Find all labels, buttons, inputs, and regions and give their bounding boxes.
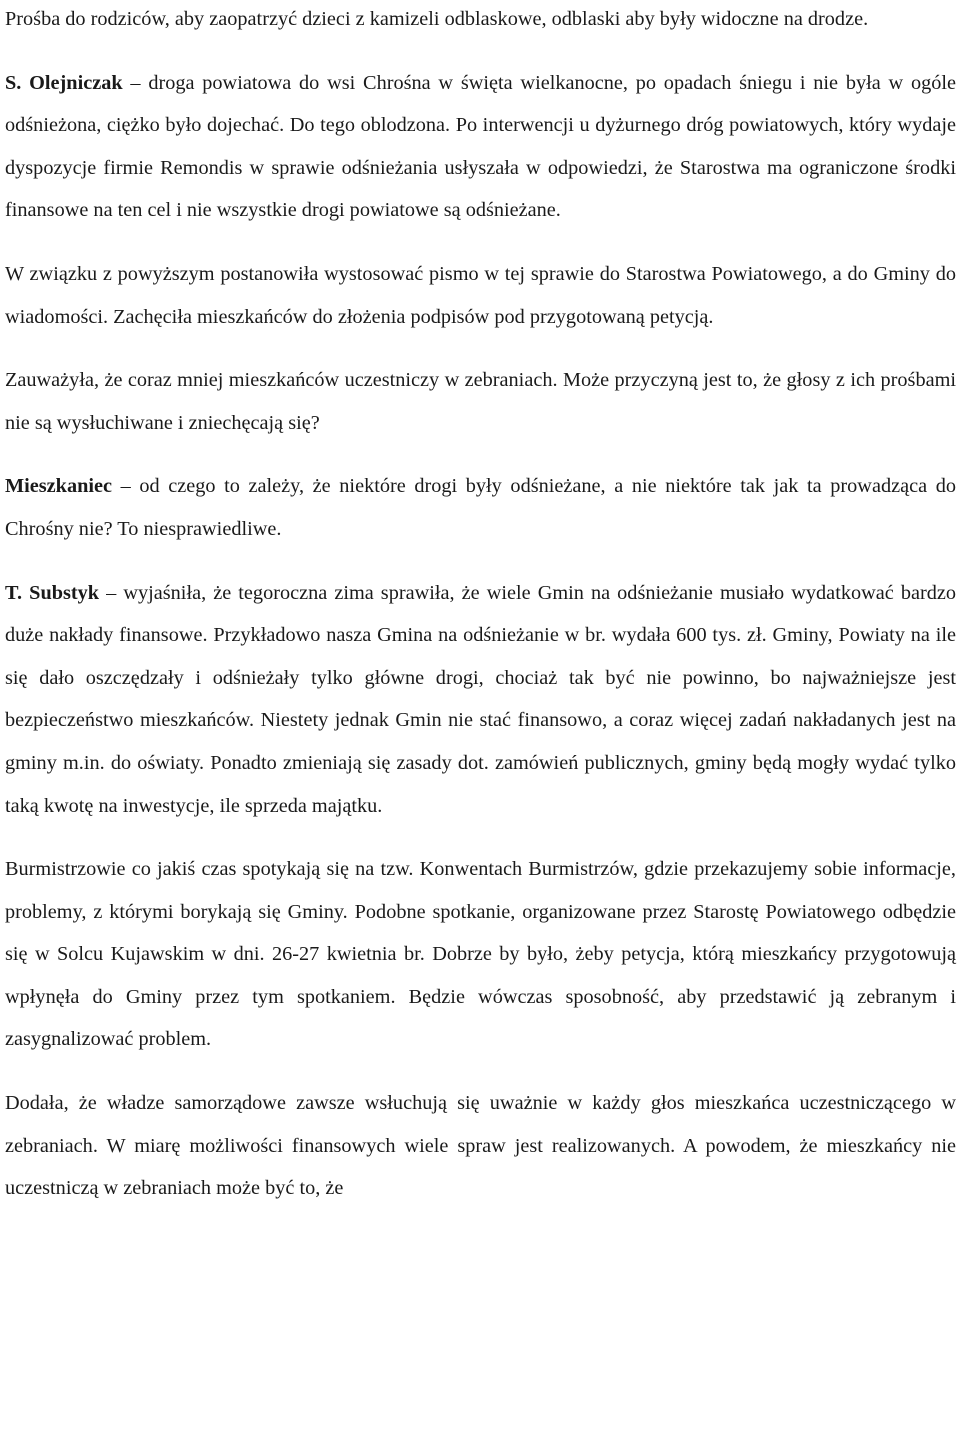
paragraph-olejniczak [5,62,956,232]
paragraph-text: Dodała, że władze samorządowe zawsze wsłuchują się uważnie w każdy głos mieszkańca uczestniczącego w zebraniach. W miarę możliwości finansowych wiele spraw jest realizowanych. A powodem, że mieszkańcy nie uczestniczą w zebraniach może być to, że [5,1092,956,1200]
paragraph-dodala [5,1082,956,1210]
speaker-name: Mieszkaniec [5,475,113,498]
speaker-name: S. Olejniczak [5,71,123,94]
paragraph-mieszkaniec [5,465,956,550]
paragraph-letter-petition [5,253,956,338]
paragraph-text: – wyjaśniła, że tegoroczna zima sprawiła, że wiele Gmin na odśnieżanie musiało wydatkować bardzo duże nakłady finansowe. Przykładowo nasza Gmina na odśnieżanie w br. wydała 600 tys. zł. Gminy, Powiaty na ile się dało oszczędzały i odśnieżały tylko główne drogi, chociaż tak być nie powinno, bo najważniejsze jest bezpieczeństwo mieszkańców. Niestety jednak Gmin nie stać finansowo, a coraz więcej zadań nakładanych jest na gminy m.in. do oświaty. Ponadto zmieniają się zasady dot. zamówień publicznych, gminy będą mogły wydać tylko taką kwotę na inwestycje, ile sprzeda majątku. [5,581,957,817]
paragraph-text: W związku z powyższym postanowiła wystosować pismo w tej sprawie do Starostwa Powiatowego, a do Gminy do wiadomości. Zachęciła mieszkańców do złożenia podpisów pod przygotowaną petycją. [5,262,956,328]
paragraph-text: Zauważyła, że coraz mniej mieszkańców uczestniczy w zebraniach. Może przyczyną jest to, że głosy z ich prośbami nie są wysłuchiwane i zniechęcają się? [5,369,956,434]
paragraph-text: Burmistrzowie co jakiś czas spotykają się na tzw. Konwentach Burmistrzów, gdzie przekazujemy sobie informacje, problemy, z którymi borykają się Gminy. Podobne spotkanie, organizowane przez Starostę Powiatowego odbędzie się w Solcu Kujawskim w dni. 26-27 kwietnia br. Dobrze by było, żeby petycja, którą mieszkańcy przygotowują wpłynęła do Gminy przez tym spotkaniem. Będzie wówczas sposobność, aby przedstawić ją zebranym i zasygnalizować problem. [5,858,956,1051]
speaker-name: T. Substyk [5,581,100,604]
document-page [5,0,956,1231]
paragraph-text: – droga powiatowa do wsi Chrośna w święta wielkanocne, po opadach śniegu i nie była w ogóle odśnieżona, ciężko było dojechać. Do tego oblodzona. Po interwencji u dyżurnego dróg powiatowych, który wydaje dyspozycje firmie Remondis w sprawie odśnieżania usłyszała w odpowiedzi, że Starostwa ma ograniczone środki finansowe na ten cel i nie wszystkie drogi powiatowe są odśnieżane. [5,71,956,222]
paragraph-text: – od czego to zależy, że niektóre drogi były odśnieżane, a nie niektóre tak jak ta prowadząca do Chrośny nie? To niesprawiedliwe. [5,475,956,540]
paragraph-burmistrzowie [5,848,956,1061]
paragraph-request-reflective-vests [5,0,956,41]
paragraph-text: Prośba do rodziców, aby zaopatrzyć dzieci z kamizeli odblaskowe, odblaski aby były widoczne na drodze. [5,8,869,30]
paragraph-meeting-attendance [5,359,956,444]
paragraph-substyk [5,572,956,828]
